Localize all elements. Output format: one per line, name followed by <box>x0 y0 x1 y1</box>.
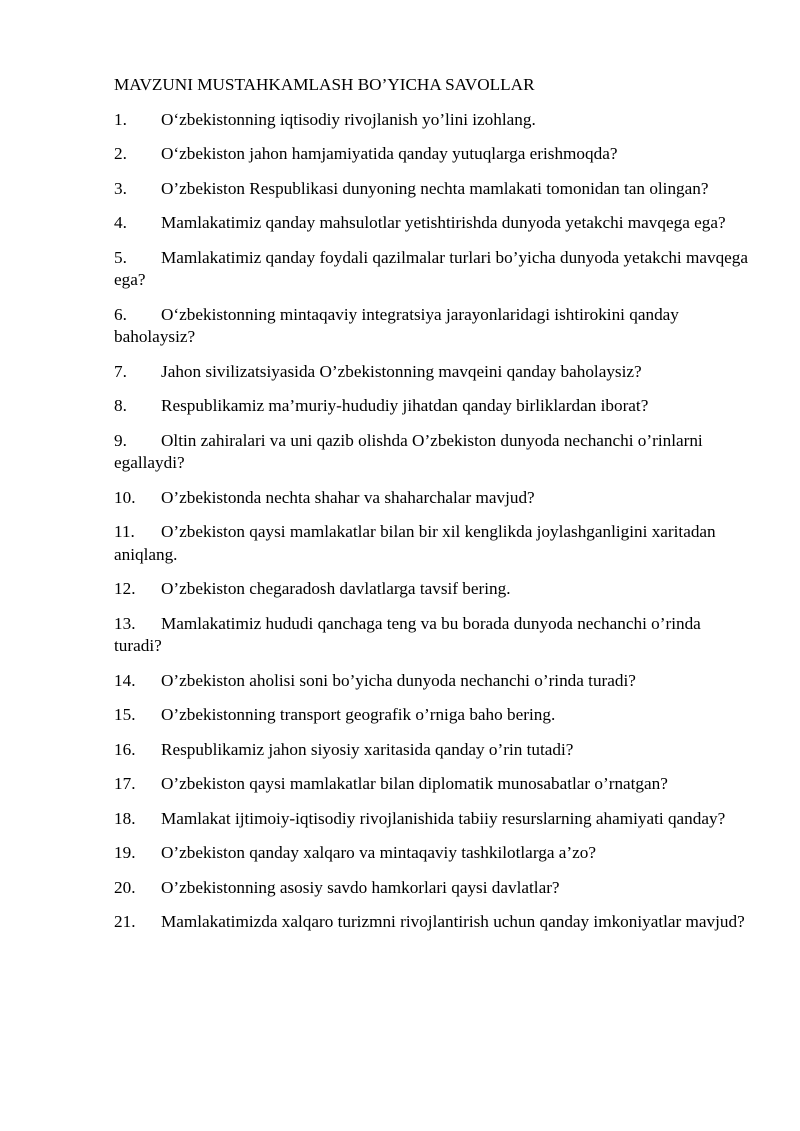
question-item <box>114 430 750 475</box>
question-number: 19. <box>114 843 136 862</box>
question-text: O’zbekiston qanday xalqaro va mintaqaviy tashkilotlarga a’zo? <box>161 843 596 862</box>
question-text: O’zbekiston qaysi mamlakatlar bilan bir xil kenglikda joylashganligini xaritadan aniqlang. <box>114 522 716 564</box>
question-number: 3. <box>114 178 127 198</box>
question-text: O’zbekistonning asosiy savdo hamkorlari qaysi davlatlar? <box>161 877 560 897</box>
question-number: 20. <box>114 877 136 897</box>
question-item <box>114 178 750 201</box>
question-text: Mamlakatimizda xalqaro turizmni rivojlantirish uchun qanday imkoniyatlar mavjud? <box>161 912 745 931</box>
question-number: 9. <box>114 430 127 450</box>
question-text: Oltin zahiralari va uni qazib olishda O’zbekiston dunyoda nechanchi o’rinlarni egallaydi? <box>114 430 703 472</box>
question-text: Jahon sivilizatsiyasida O’zbekistonning mavqeini qanday baholaysiz? <box>161 361 642 381</box>
question-number: 6. <box>114 304 127 324</box>
question-list <box>114 109 750 934</box>
question-text: Mamlakatimiz qanday foydali qazilmalar turlari bo’yicha dunyoda yetakchi mavqega ega? <box>114 247 749 289</box>
question-text: O’zbekiston aholisi soni bo’yicha dunyoda nechanchi o’rinda turadi? <box>161 670 636 690</box>
question-text: O’zbekiston Respublikasi dunyoning nechta mamlakati tomonidan tan olingan? <box>161 178 709 198</box>
question-number: 10. <box>114 487 136 507</box>
question-item <box>114 613 750 658</box>
question-text: O‘zbekistonning iqtisodiy rivojlanish yo’lini izohlang. <box>161 109 536 129</box>
question-text: Respublikamiz ma’muriy-hududiy jihatdan qanday birliklardan iborat? <box>161 396 649 415</box>
question-number: 21. <box>114 912 136 931</box>
question-item <box>114 143 750 166</box>
question-text: O‘zbekistonning mintaqaviy integratsiya jarayonlaridagi ishtirokini qanday baholaysiz? <box>114 304 679 346</box>
question-item <box>114 704 750 727</box>
question-text: Respublikamiz jahon siyosiy xaritasida qanday o’rin tutadi? <box>161 739 574 759</box>
question-text: O‘zbekiston jahon hamjamiyatida qanday yutuqlarga erishmoqda? <box>161 144 618 163</box>
question-number: 14. <box>114 670 136 690</box>
question-item <box>114 842 750 865</box>
question-item <box>114 739 750 762</box>
question-number: 11. <box>114 522 135 541</box>
question-item <box>114 304 750 349</box>
document-title: MAVZUNI MUSTAHKAMLASH BO’YICHA SAVOLLAR <box>114 75 535 94</box>
question-item <box>114 808 750 831</box>
question-number: 2. <box>114 144 127 163</box>
question-text: O’zbekiston chegaradosh davlatlarga tavsif bering. <box>161 579 511 598</box>
question-text: O’zbekistonda nechta shahar va shaharchalar mavjud? <box>161 487 535 507</box>
question-item <box>114 670 750 693</box>
question-item <box>114 773 750 796</box>
question-text: Mamlakat ijtimoiy-iqtisodiy rivojlanishida tabiiy resurslarning ahamiyati qanday? <box>161 808 726 828</box>
question-item <box>114 212 750 235</box>
question-text: Mamlakatimiz hududi qanchaga teng va bu borada dunyoda nechanchi o’rinda turadi? <box>114 613 701 655</box>
question-number: 17. <box>114 774 136 793</box>
question-item <box>114 521 750 566</box>
question-item <box>114 109 750 132</box>
question-item <box>114 578 750 601</box>
question-text: O’zbekiston qaysi mamlakatlar bilan diplomatik munosabatlar o’rnatgan? <box>161 774 668 793</box>
question-item <box>114 487 750 510</box>
question-number: 5. <box>114 247 127 267</box>
question-item <box>114 247 750 292</box>
question-number: 13. <box>114 613 136 633</box>
question-text: O’zbekistonning transport geografik o’rniga baho bering. <box>161 705 556 724</box>
question-number: 8. <box>114 396 127 415</box>
question-number: 1. <box>114 109 127 129</box>
question-item <box>114 877 750 900</box>
question-number: 16. <box>114 739 136 759</box>
question-number: 12. <box>114 579 136 598</box>
question-text: Mamlakatimiz qanday mahsulotlar yetishtirishda dunyoda yetakchi mavqega ega? <box>161 213 726 232</box>
question-number: 15. <box>114 705 136 724</box>
question-number: 18. <box>114 808 136 828</box>
document-page <box>114 74 750 946</box>
question-number: 7. <box>114 361 127 381</box>
question-number: 4. <box>114 213 127 232</box>
question-item <box>114 361 750 384</box>
question-item <box>114 395 750 418</box>
question-item <box>114 911 750 934</box>
